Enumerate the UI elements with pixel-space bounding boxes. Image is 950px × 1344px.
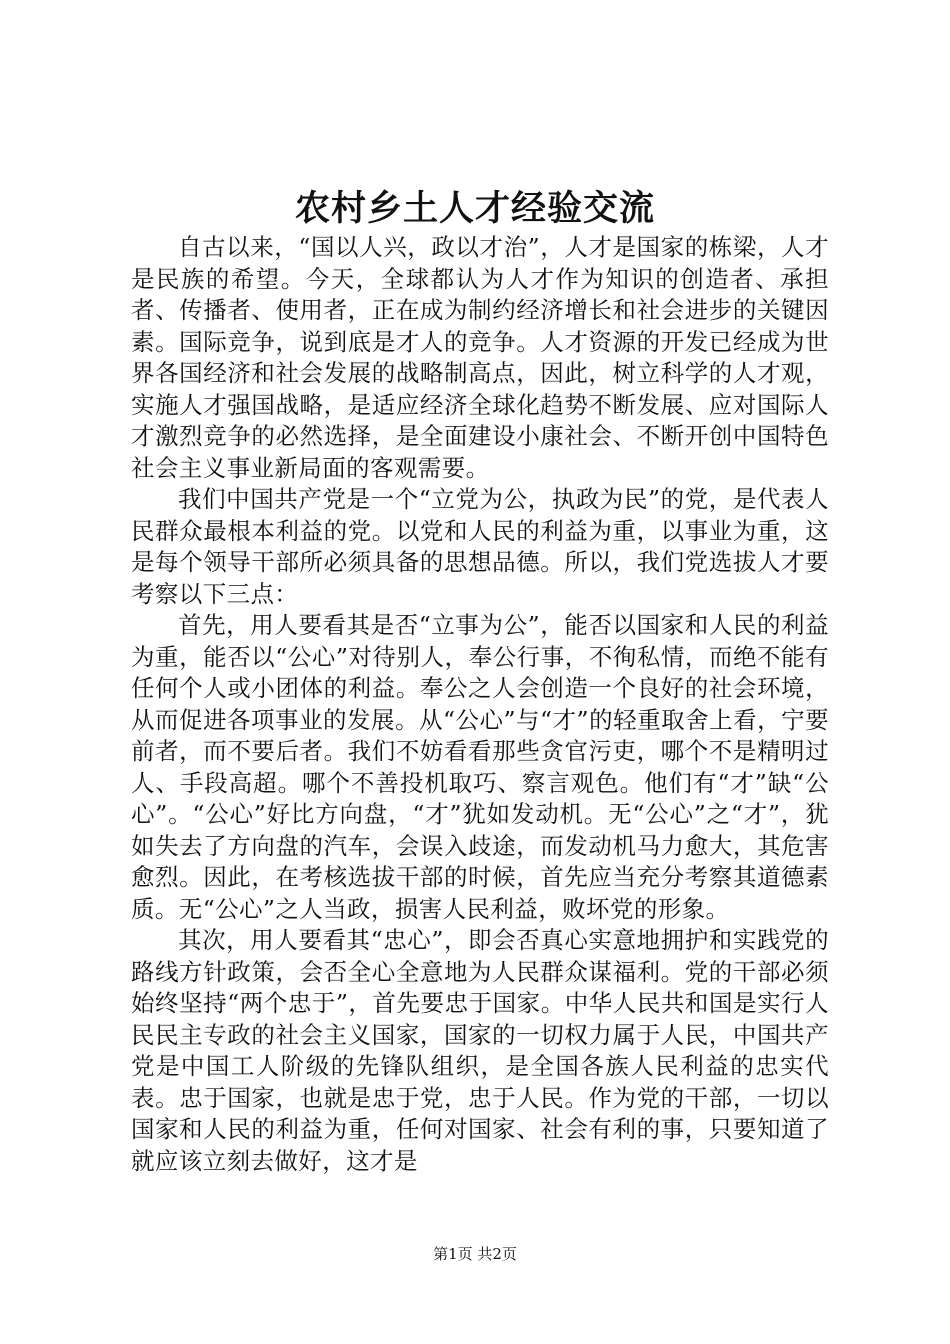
paragraph-3: 首先，用人要看其是否“立事为公”，能否以国家和人民的利益为重，能否以“公心”对待别人，奉公行事，不徇私情，而绝不能有任何个人或小团体的利益。奉公之人会创造一个良好的社会环境，从而促进各项事业的发展。从“公心”与“才”的轻重取舍上看，宁要前者，而不要后者。我们不妨看看那些贪官污吏，哪个不是精明过人、手段高超。哪个不善投机取巧、察言观色。他们有“才”缺“公心”。“公心”好比方向盘，“才”犹如发动机。无“公心”之“才”，犹如失去了方向盘的汽车，会误入歧途，而发动机马力愈大，其危害愈烈。因此，在考核选拔干部的时候，首先应当充分考察其道德素质。无“公心”之人当政，损害人民利益，败坏党的形象。 (131, 611, 829, 923)
document-body (131, 232, 829, 1177)
paragraph-4: 其次，用人要看其“忠心”，即会否真心实意地拥护和实践党的路线方针政策，会否全心全意地为人民群众谋福利。党的干部必须始终坚持“两个忠于”，首先要忠于国家。中华人民共和国是实行人民民主专政的社会主义国家，国家的一切权力属于人民，中国共产党是中国工人阶级的先锋队组织，是全国各族人民利益的忠实代表。忠于国家，也就是忠于党，忠于人民。作为党的干部，一切以国家和人民的利益为重，任何对国家、社会有利的事，只要知道了就应该立刻去做好，这才是 (131, 926, 829, 1175)
paragraph-1: 自古以来，“国以人兴，政以才治”，人才是国家的栋梁，人才是民族的希望。今天，全球都认为人才作为知识的创造者、承担者、传播者、使用者，正在成为制约经济增长和社会进步的关键因素。国际竞争，说到底是才人的竞争。人才资源的开发已经成为世界各国经济和社会发展的战略制高点，因此，树立科学的人才观，实施人才强国战略，是适应经济全球化趋势不断发展、应对国际人才激烈竞争的必然选择，是全面建设小康社会、不断开创中国特色社会主义事业新局面的客观需要。 (131, 233, 829, 482)
paragraph-2: 我们中国共产党是一个“立党为公，执政为民”的党，是代表人民群众最根本利益的党。以党和人民的利益为重，以事业为重，这是每个领导干部所必须具备的思想品德。所以，我们党选拔人才要考察以下三点： (131, 485, 829, 608)
document-title: 农村乡土人才经验交流 (294, 188, 655, 229)
page-footer: 第1页 共2页 (433, 1245, 517, 1263)
